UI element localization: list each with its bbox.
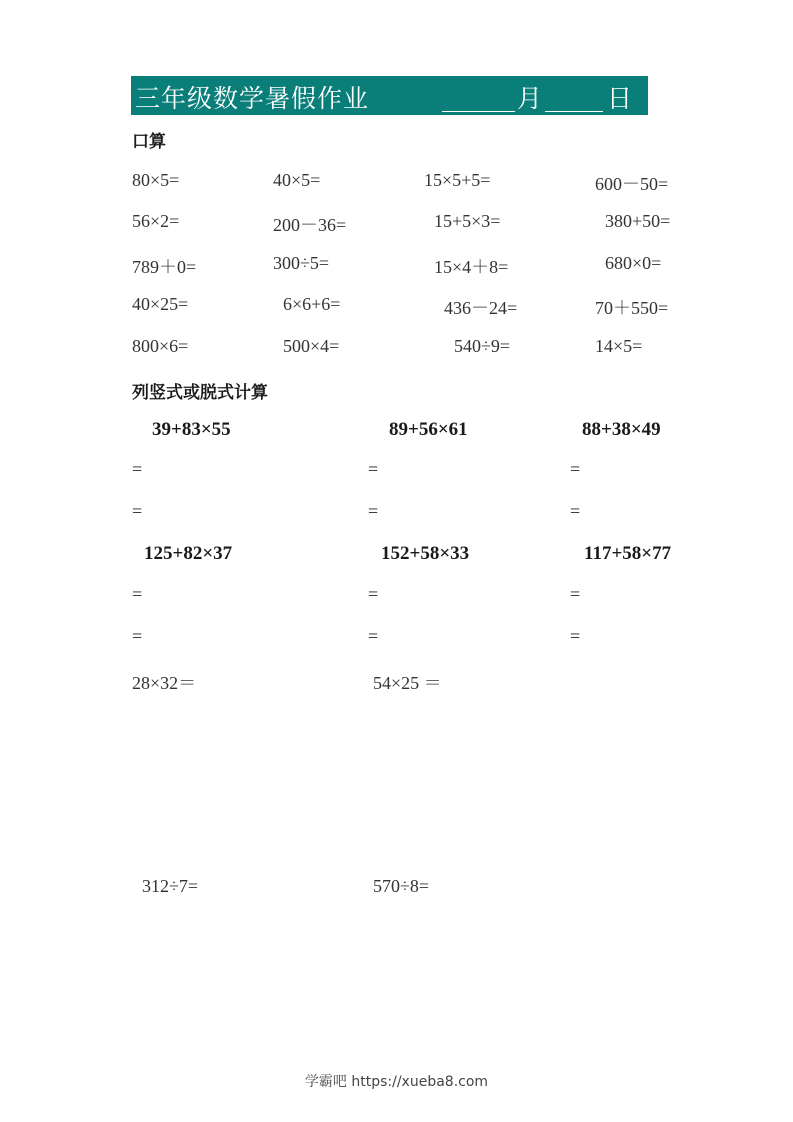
equals-sign: =	[132, 584, 143, 604]
oral-problem: 15×5+5=	[424, 170, 491, 190]
oral-problem: 80×5=	[132, 170, 180, 190]
expression: 89+56×61	[389, 419, 468, 440]
oral-problem: 436－24=	[444, 298, 518, 318]
oral-problem: 6×6+6=	[283, 294, 341, 314]
expression: 125+82×37	[144, 543, 233, 564]
equals-sign: =	[570, 626, 581, 646]
month-label: 月	[517, 84, 543, 113]
equals-sign: =	[132, 626, 143, 646]
equals-sign: =	[570, 501, 581, 521]
oral-problem: 56×2=	[132, 211, 180, 231]
oral-problem: 14×5=	[595, 336, 643, 356]
oral-problem: 300÷5=	[273, 253, 330, 273]
oral-problem: 380+50=	[605, 211, 671, 231]
oral-problem: 540÷9=	[454, 336, 511, 356]
division-problem: 312÷7=	[142, 876, 199, 896]
expression: 39+83×55	[152, 419, 231, 440]
oral-problem: 15×4＋8=	[434, 257, 509, 277]
vertical-problem: 54×25 ＝	[373, 673, 442, 693]
oral-problem: 500×4=	[283, 336, 340, 356]
oral-problem: 40×5=	[273, 170, 321, 190]
equals-sign: =	[368, 501, 379, 521]
page-title: 三年级数学暑假作业	[135, 84, 370, 113]
footer-watermark: 学霸吧 https://xueba8.com	[304, 1074, 489, 1090]
day-label: 日	[607, 84, 633, 113]
division-problem: 570÷8=	[373, 876, 430, 896]
oral-problem: 40×25=	[132, 294, 189, 314]
oral-problem: 200－36=	[273, 215, 347, 235]
month-blank[interactable]	[442, 111, 515, 112]
equals-sign: =	[132, 459, 143, 479]
oral-problem: 70＋550=	[595, 298, 669, 318]
equals-sign: =	[570, 459, 581, 479]
oral-heading: 口算	[132, 132, 166, 152]
oral-problem: 680×0=	[605, 253, 662, 273]
vertical-problem: 28×32＝	[132, 673, 197, 693]
oral-problem: 15+5×3=	[434, 211, 501, 231]
oral-problem: 800×6=	[132, 336, 189, 356]
equals-sign: =	[368, 459, 379, 479]
title-bar	[131, 76, 648, 115]
equals-sign: =	[132, 501, 143, 521]
expression: 88+38×49	[582, 419, 661, 440]
equals-sign: =	[368, 626, 379, 646]
day-blank[interactable]	[545, 111, 603, 112]
equals-sign: =	[368, 584, 379, 604]
expression: 152+58×33	[381, 543, 470, 564]
expression: 117+58×77	[584, 543, 672, 564]
oral-problem: 789＋0=	[132, 257, 197, 277]
oral-problem: 600－50=	[595, 174, 669, 194]
equals-sign: =	[570, 584, 581, 604]
written-heading: 列竖式或脱式计算	[132, 383, 268, 403]
